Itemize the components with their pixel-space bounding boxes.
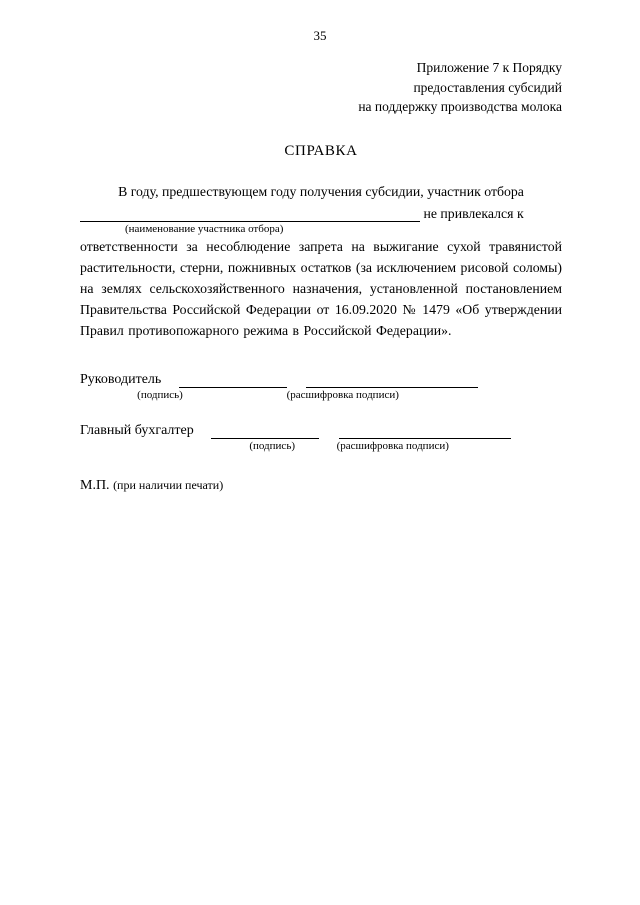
signature-row-director: [80, 372, 562, 388]
participant-name-caption: (наименование участника отбора): [125, 223, 284, 236]
transcript-blank-director: [306, 374, 478, 388]
signature-captions-director: [80, 389, 562, 401]
document-content: [80, 58, 562, 494]
signature-blank-director: [179, 374, 287, 388]
intro-line: В году, предшествующем году получения субсидии, участник отбора: [118, 183, 524, 199]
participant-name-row: [80, 206, 562, 222]
transcript-blank-accountant: [339, 425, 511, 439]
page-number: 35: [313, 28, 327, 43]
caption-signature-director: (подпись): [137, 389, 183, 402]
body-paragraph: ответственности за несоблюдение запрета на выжигание сухой травянистой растительности, стерни, пожнивных остатков (за исключением рисовой соломы) на землях сельскохозяйственного назначения, установленной постановлением Правительства Российской Федерации от 16.09.2020 № 1479 «Об утверждении Правил противопожарного режима в Российской Федерации».: [80, 239, 562, 339]
document-title: СПРАВКА: [284, 142, 358, 159]
signature-label-director: Руководитель: [80, 372, 162, 388]
caption-transcript-director: (расшифровка подписи): [286, 389, 399, 402]
appendix-header-line-2: предоставления субсидий: [413, 79, 562, 95]
intro-after-blank: не привлекался к: [423, 206, 524, 222]
appendix-header-line-1: Приложение 7 к Порядку: [416, 60, 562, 75]
stamp-note-text: (при наличии печати): [113, 478, 224, 493]
signature-row-accountant: [80, 423, 562, 439]
participant-name-blank: [80, 207, 420, 222]
appendix-header: [80, 58, 562, 117]
signature-block: [80, 372, 562, 452]
signature-label-accountant: Главный бухгалтер: [80, 423, 194, 439]
stamp-note: [80, 478, 562, 494]
caption-signature-accountant: (подпись): [249, 440, 295, 453]
signature-blank-accountant: [211, 425, 319, 439]
caption-transcript-accountant: (расшифровка подписи): [336, 440, 449, 453]
stamp-label: М.П.: [80, 478, 110, 494]
appendix-header-line-3: на поддержку производства молока: [358, 99, 562, 115]
signature-captions-accountant: [80, 440, 562, 452]
